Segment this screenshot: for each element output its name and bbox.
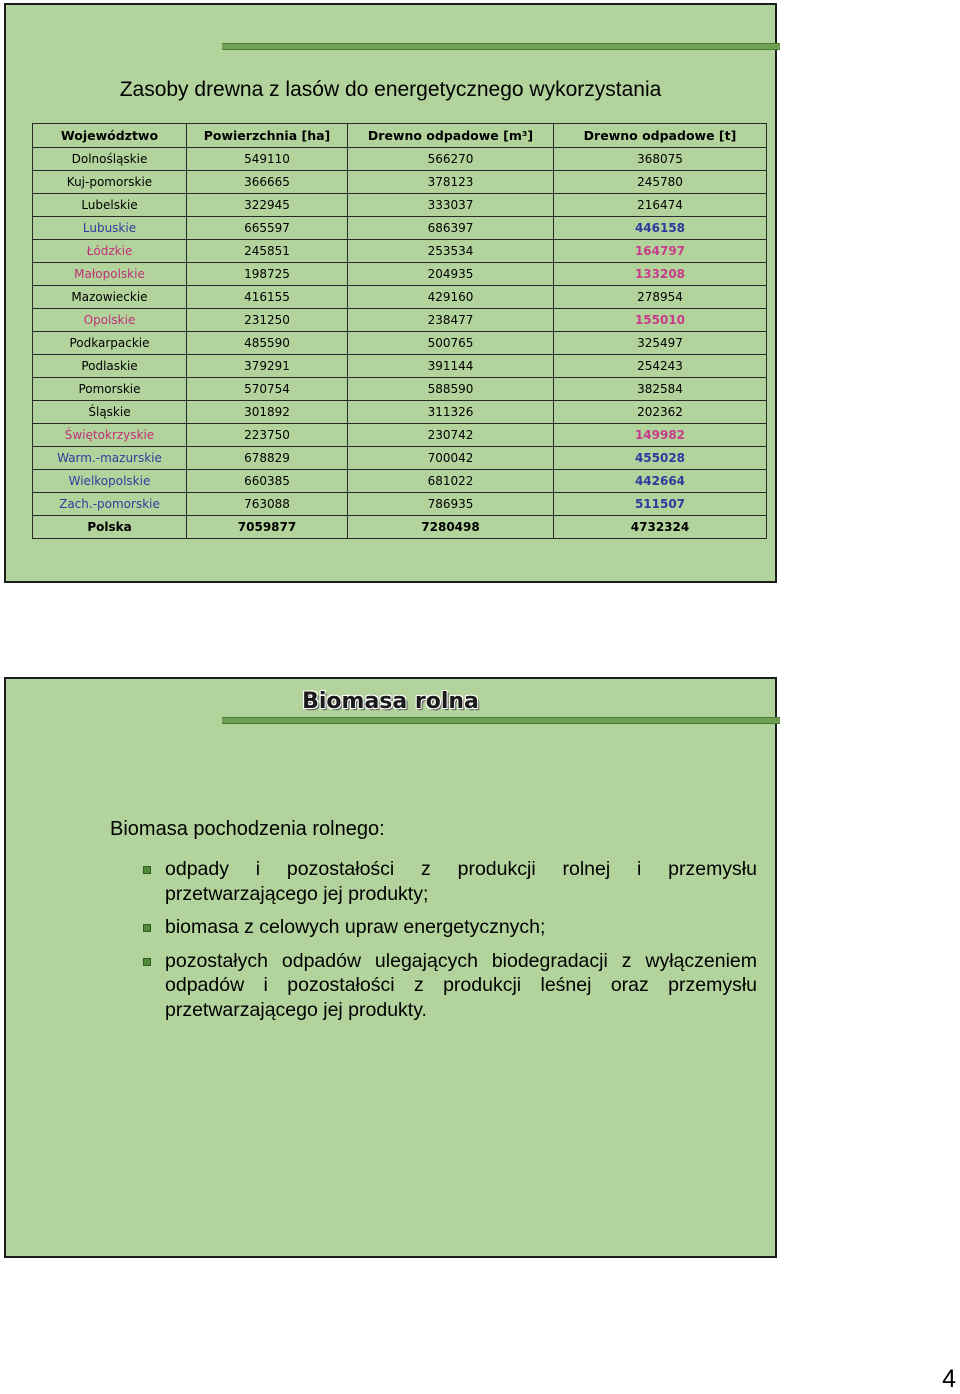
cell-voivodeship: Wielkopolskie [33, 470, 187, 493]
cell-area: 322945 [187, 194, 348, 217]
cell-waste-wood-t: 446158 [554, 217, 767, 240]
cell-waste-wood-m3: 391144 [348, 355, 554, 378]
cell-waste-wood-t: 325497 [554, 332, 767, 355]
cell-waste-wood-t: 133208 [554, 263, 767, 286]
cell-voivodeship: Śląskie [33, 401, 187, 424]
wood-resources-table [32, 123, 767, 539]
cell-waste-wood-m3: 378123 [348, 171, 554, 194]
cell-voivodeship: Małopolskie [33, 263, 187, 286]
cell-waste-wood-t: 368075 [554, 148, 767, 171]
header-waste-wood-t: Drewno odpadowe [t] [554, 124, 767, 148]
table-row [33, 424, 767, 447]
table-row [33, 378, 767, 401]
table-row [33, 263, 767, 286]
cell-waste-wood-m3: 681022 [348, 470, 554, 493]
table-row [33, 171, 767, 194]
table-header-row [33, 124, 767, 148]
cell-waste-wood-m3: 311326 [348, 401, 554, 424]
table-total-row [33, 516, 767, 539]
cell-voivodeship: Mazowieckie [33, 286, 187, 309]
cell-voivodeship: Pomorskie [33, 378, 187, 401]
cell-area: 198725 [187, 263, 348, 286]
header-rule [222, 717, 780, 724]
bullet-list [143, 857, 757, 1031]
cell-area: 416155 [187, 286, 348, 309]
cell-area: 366665 [187, 171, 348, 194]
cell-voivodeship: Łódzkie [33, 240, 187, 263]
cell-waste-wood-m3: 700042 [348, 447, 554, 470]
cell-waste-wood-m3: 230742 [348, 424, 554, 447]
cell-waste-wood-m3: 500765 [348, 332, 554, 355]
cell-area: 485590 [187, 332, 348, 355]
cell-waste-wood-t: 216474 [554, 194, 767, 217]
cell-total-m3: 7280498 [348, 516, 554, 539]
cell-area: 223750 [187, 424, 348, 447]
cell-waste-wood-t: 442664 [554, 470, 767, 493]
cell-waste-wood-t: 164797 [554, 240, 767, 263]
table-row [33, 493, 767, 516]
cell-area: 379291 [187, 355, 348, 378]
page-number: 4 [942, 1365, 956, 1393]
cell-area: 570754 [187, 378, 348, 401]
square-bullet-icon [143, 924, 151, 932]
cell-waste-wood-t: 278954 [554, 286, 767, 309]
cell-area: 301892 [187, 401, 348, 424]
square-bullet-icon [143, 866, 151, 874]
cell-total-area: 7059877 [187, 516, 348, 539]
bullet-text: odpady i pozostałości z produkcji rolnej i przemysłu przetwarzającego jej produkty; [165, 858, 757, 905]
cell-waste-wood-m3: 686397 [348, 217, 554, 240]
cell-area: 231250 [187, 309, 348, 332]
list-item [143, 915, 757, 940]
cell-waste-wood-t: 155010 [554, 309, 767, 332]
square-bullet-icon [143, 958, 151, 966]
cell-waste-wood-m3: 588590 [348, 378, 554, 401]
cell-area: 549110 [187, 148, 348, 171]
table-row [33, 240, 767, 263]
subheading: Biomasa pochodzenia rolnego: [110, 818, 385, 840]
cell-voivodeship: Kuj-pomorskie [33, 171, 187, 194]
cell-voivodeship: Dolnośląskie [33, 148, 187, 171]
cell-waste-wood-m3: 333037 [348, 194, 554, 217]
bullet-text: pozostałych odpadów ulegających biodegradacji z wyłączeniem odpadów i pozostałości z produkcji leśnej oraz przemysłu przetwarzającego jej produkty. [165, 949, 757, 1021]
slide-title: Biomasa rolna [302, 689, 479, 714]
cell-waste-wood-m3: 566270 [348, 148, 554, 171]
cell-voivodeship: Podkarpackie [33, 332, 187, 355]
table-row [33, 355, 767, 378]
cell-area: 245851 [187, 240, 348, 263]
cell-voivodeship: Lubuskie [33, 217, 187, 240]
cell-area: 660385 [187, 470, 348, 493]
table-row [33, 194, 767, 217]
cell-waste-wood-t: 245780 [554, 171, 767, 194]
cell-waste-wood-t: 254243 [554, 355, 767, 378]
cell-waste-wood-m3: 238477 [348, 309, 554, 332]
cell-voivodeship: Podlaskie [33, 355, 187, 378]
cell-waste-wood-m3: 786935 [348, 493, 554, 516]
cell-waste-wood-m3: 429160 [348, 286, 554, 309]
slide-forest-resources [4, 3, 777, 583]
cell-waste-wood-m3: 204935 [348, 263, 554, 286]
cell-waste-wood-t: 455028 [554, 447, 767, 470]
list-item [143, 857, 757, 906]
table-row [33, 470, 767, 493]
table-row [33, 148, 767, 171]
list-item [143, 949, 757, 1023]
cell-total-t: 4732324 [554, 516, 767, 539]
table-row [33, 447, 767, 470]
table-row [33, 309, 767, 332]
header-waste-wood-m3: Drewno odpadowe [m³] [348, 124, 554, 148]
cell-area: 763088 [187, 493, 348, 516]
cell-total-name: Polska [33, 516, 187, 539]
cell-voivodeship: Zach.-pomorskie [33, 493, 187, 516]
cell-area: 678829 [187, 447, 348, 470]
bullet-text: biomasa z celowych upraw energetycznych; [165, 916, 546, 938]
table-row [33, 332, 767, 355]
cell-voivodeship: Lubelskie [33, 194, 187, 217]
table-row [33, 217, 767, 240]
cell-waste-wood-t: 149982 [554, 424, 767, 447]
header-voivodeship: Województwo [33, 124, 187, 148]
cell-area: 665597 [187, 217, 348, 240]
table-row [33, 286, 767, 309]
table-row [33, 401, 767, 424]
cell-voivodeship: Świętokrzyskie [33, 424, 187, 447]
slide-title: Zasoby drewna z lasów do energetycznego wykorzystania [119, 78, 662, 101]
cell-waste-wood-t: 382584 [554, 378, 767, 401]
header-area: Powierzchnia [ha] [187, 124, 348, 148]
cell-voivodeship: Opolskie [33, 309, 187, 332]
cell-waste-wood-m3: 253534 [348, 240, 554, 263]
header-rule [222, 43, 780, 50]
cell-voivodeship: Warm.-mazurskie [33, 447, 187, 470]
cell-waste-wood-t: 202362 [554, 401, 767, 424]
slide-agricultural-biomass [4, 677, 777, 1258]
cell-waste-wood-t: 511507 [554, 493, 767, 516]
